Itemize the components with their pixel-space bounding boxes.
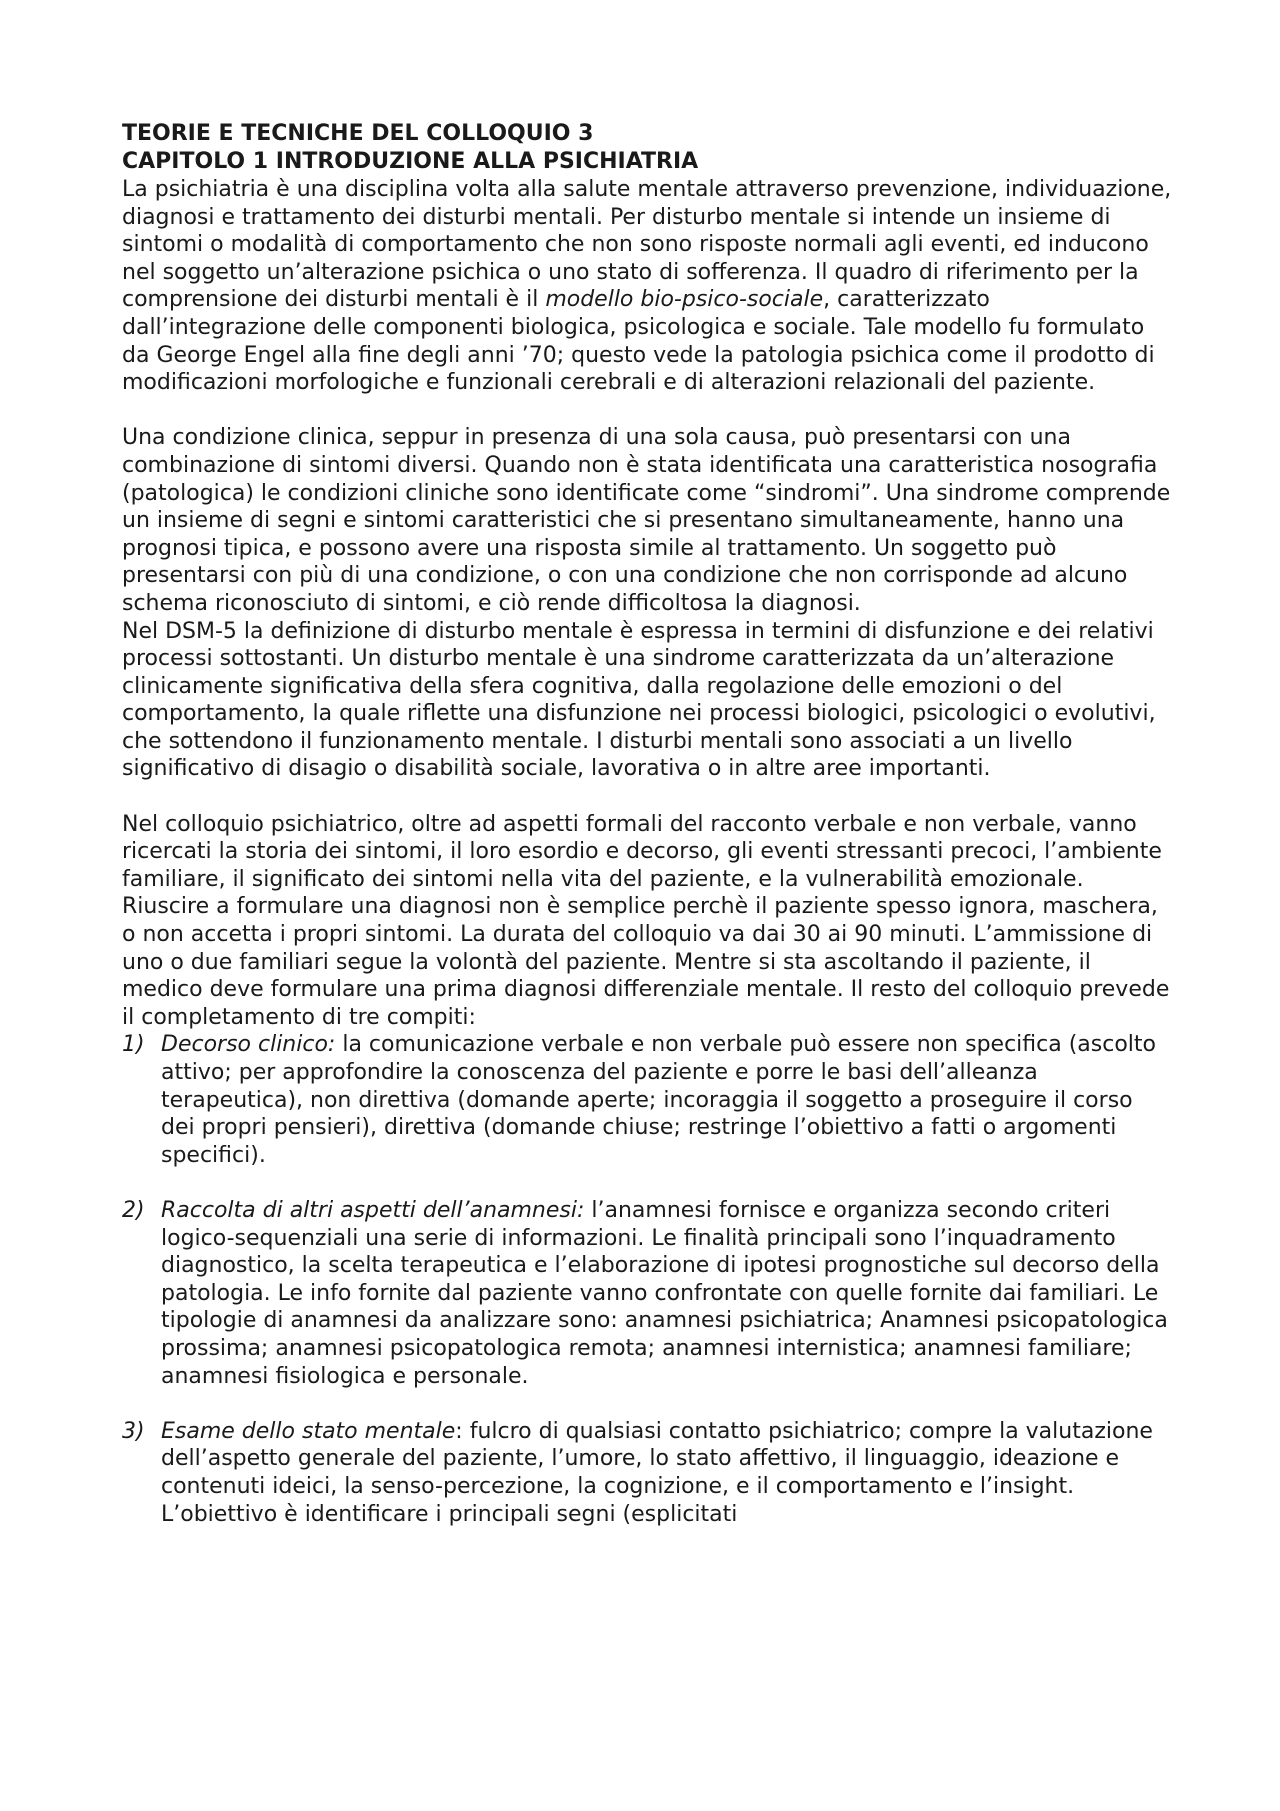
list-item-number: 1) [122, 1032, 145, 1058]
list-item [122, 1418, 1172, 1528]
list-item-number: 2) [122, 1197, 145, 1223]
list-item-heading: Decorso clinico: [161, 1032, 336, 1058]
list-item-text: : fulcro di qualsiasi contatto psichiatrico; compre la valutazione dell’aspetto generale del paziente, l’umore, lo stato affettivo, il linguaggio, ideazione e contenuti ideici, la senso-percezione, la cognizione, e il comportamento e l’insight. L’obiettivo è identificare i principali segni (esplicitati [161, 1418, 1153, 1527]
list-item [122, 1197, 1172, 1390]
paragraph-gap [122, 397, 1172, 425]
tasks-list [122, 1031, 1172, 1528]
list-item-heading: Esame dello stato mentale [161, 1418, 456, 1444]
document-page [122, 120, 1172, 1528]
list-item-heading: Raccolta di altri aspetti dell’anamnesi: [161, 1197, 585, 1223]
paragraph-intro-emphasis: modello bio-psico-sociale [545, 287, 824, 313]
paragraph-intro-part-b: , caratterizzato dall’integrazione delle componenti biologica, psicologica e sociale. Tale modello fu formulato da George Engel alla fine degli anni ’70; questo vede la patologia psichica come il prodotto di modificazioni morfologiche e funzionali cerebrali e di alterazioni relazionali del paziente. [122, 287, 1155, 396]
list-item-number: 3) [122, 1418, 145, 1444]
paragraph-syndrome: Una condizione clinica, seppur in presenza di una sola causa, può presentarsi con una combinazione di sintomi diversi. Quando non è stata identificata una caratteristica nosografia (patologica) le condizioni cliniche sono identificate come “sindromi”. Una sindrome comprende un insieme di segni e sintomi caratteristici che si presentano simultaneamente, hanno una prognosi tipica, e possono avere una risposta simile al trattamento. Un soggetto può presentarsi con più di una condizione, o con una condizione che non corrisponde ad alcuno schema riconosciuto di sintomi, e ciò rende difficoltosa la diagnosi. [122, 425, 1171, 616]
document-title: TEORIE E TECNICHE DEL COLLOQUIO 3 [122, 121, 594, 146]
paragraph-intro [122, 176, 1172, 397]
paragraph-interview: Nel colloquio psichiatrico, oltre ad aspetti formali del racconto verbale e non verbale, vanno ricercati la storia dei sintomi, il loro esordio e decorso, gli eventi stressanti precoci, l’ambiente familiare, il significato dei sintomi nella vita del paziente, e la vulnerabilità emozionale. Riuscire a formulare una diagnosi non è semplice perchè il paziente spesso ignora, maschera, o non accetta i propri sintomi. La durata del colloquio va dai 30 ai 90 minuti. L’ammissione di uno o due familiari segue la volontà del paziente. Mentre si sta ascoltando il paziente, il medico deve formulare una prima diagnosi differenziale mentale. Il resto del colloquio prevede il completamento di tre compiti: [122, 811, 1170, 1030]
list-item [122, 1031, 1172, 1169]
list-item-text: l’anamnesi fornisce e organizza secondo criteri logico-sequenziali una serie di informazioni. Le finalità principali sono l’inquadramento diagnostico, la scelta terapeutica e l’elaborazione di ipotesi prognostiche sul decorso della patologia. Le info fornite dal paziente vanno confrontate con quelle fornite dai familiari. Le tipologie di anamnesi da analizzare sono: anamnesi psichiatrica; Anamnesi psicopatologica prossima; anamnesi psicopatologica remota; anamnesi internistica; anamnesi familiare; anamnesi fisiologica e personale. [161, 1197, 1168, 1389]
chapter-heading: CAPITOLO 1 INTRODUZIONE ALLA PSICHIATRIA [122, 149, 699, 174]
paragraph-intro-part-a: La psichiatria è una disciplina volta alla salute mentale attraverso prevenzione, individuazione, diagnosi e trattamento dei disturbi mentali. Per disturbo mentale si intende un insieme di sintomi o modalità di comportamento che non sono risposte normali agli eventi, ed inducono nel soggetto un’alterazione psichica o uno stato di sofferenza. Il quadro di riferimento per la comprensione dei disturbi mentali è il [122, 177, 1172, 313]
paragraph-gap [122, 783, 1172, 811]
list-item-text: la comunicazione verbale e non verbale può essere non specifica (ascolto attivo; per approfondire la conoscenza del paziente e porre le basi dell’alleanza terapeutica), non direttiva (domande aperte; incoraggia il soggetto a proseguire il corso dei propri pensieri), direttiva (domande chiuse; restringe l’obiettivo a fatti o argomenti specifici). [161, 1032, 1156, 1168]
paragraph-dsm5: Nel DSM-5 la definizione di disturbo mentale è espressa in termini di disfunzione e dei relativi processi sottostanti. Un disturbo mentale è una sindrome caratterizzata da un’alterazione clinicamente significativa della sfera cognitiva, dalla regolazione delle emozioni o del comportamento, la quale riflette una disfunzione nei processi biologici, psicologici o evolutivi, che sottendono il funzionamento mentale. I disturbi mentali sono associati a un livello significativo di disagio o disabilità sociale, lavorativa o in altre aree importanti. [122, 618, 1156, 782]
